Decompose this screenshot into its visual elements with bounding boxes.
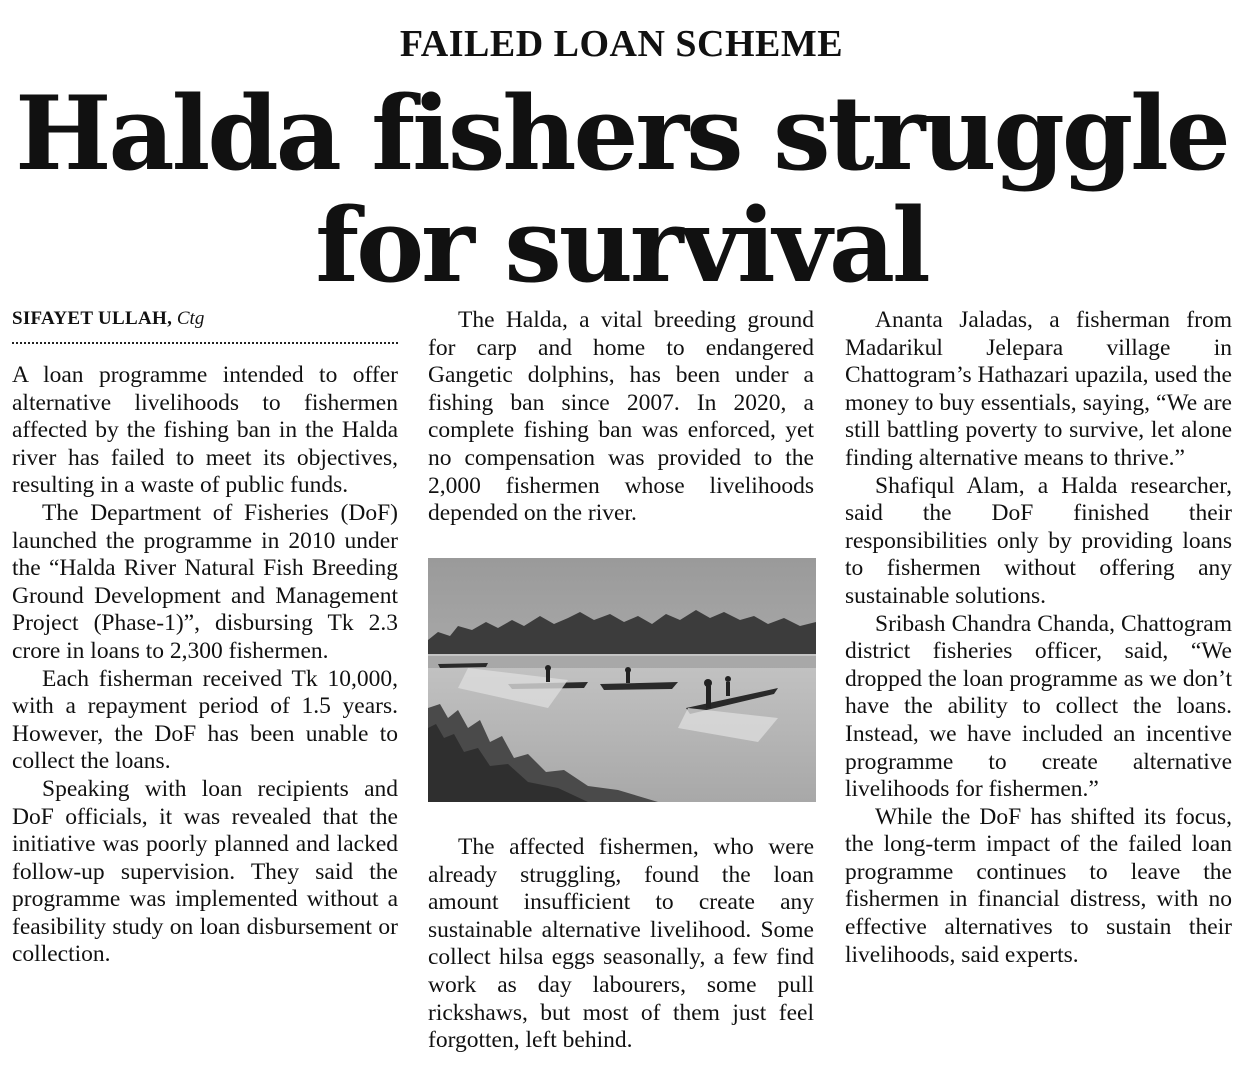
article-column-3 (845, 307, 1232, 969)
headline-line-1: Halda fishers struggle (15, 74, 1228, 194)
paragraph: Sribash Chandra Chanda, Chattogram district fisheries officer, said, “We dropped the loan programme as we don’t have the ability to collect the loans. Instead, we have included an incentive programme to create alternative livelihoods for fishermen.” (845, 610, 1232, 803)
article-column-1 (12, 362, 398, 969)
paragraph: A loan programme intended to offer alternative livelihoods to fishermen affected by the fishing ban in the Halda river has failed to meet its objectives, resulting in a waste of public funds. (12, 362, 398, 499)
paragraph: Speaking with loan recipients and DoF officials, it was revealed that the initiative was poorly planned and lacked follow-up supervision. They said the programme was implemented without a feasibility study on loan disbursement or collection. (12, 775, 398, 968)
headline (0, 74, 1243, 306)
paragraph: While the DoF has shifted its focus, the long-term impact of the failed loan programme continues to leave the fishermen in financial distress, with no effective alternatives to sustain their livelihoods, said experts. (845, 803, 1232, 968)
paragraph: Shafiqul Alam, a Halda researcher, said the DoF finished their responsibilities only by providing loans to fishermen without offering any sustainable solutions. (845, 472, 1232, 609)
byline-author: SIFAYET ULLAH, (12, 308, 173, 329)
paragraph: The Department of Fisheries (DoF) launched the programme in 2010 under the “Halda River Natural Fish Breeding Ground Development and Management Project (Phase-1)”, disbursing Tk 2.3 crore in loans to 2,300 fishermen. (12, 499, 398, 664)
paragraph: Ananta Jaladas, a fisherman from Madarikul Jelepara village in Chattogram’s Hathazari upazila, used the money to buy essentials, saying, “We are still battling poverty to survive, let alone finding alternative means to thrive.” (845, 307, 1232, 471)
river-fishing-photo (428, 558, 816, 802)
paragraph: The Halda, a vital breeding ground for carp and home to endangered Gangetic dolphins, has been under a fishing ban since 2007. In 2020, a complete fishing ban was enforced, yet no compensation was provided to the 2,000 fishermen whose livelihoods depended on the river. (428, 307, 814, 527)
byline-divider (12, 342, 398, 344)
article-column-2-top (428, 307, 814, 528)
byline-location: Ctg (176, 308, 205, 329)
headline-line-2: for survival (315, 186, 928, 306)
byline (12, 308, 204, 330)
paragraph: The affected fishermen, who were already struggling, found the loan amount insufficient to create any sustainable alternative livelihood. Some collect hilsa eggs seasonally, a few find work as day labourers, some pull rickshaws, but most of them just feel forgotten, left behind. (428, 834, 814, 1054)
paragraph: Each fisherman received Tk 10,000, with a repayment period of 1.5 years. However, the DoF has been unable to collect the loans. (12, 665, 398, 775)
article-column-2-bottom (428, 834, 814, 1055)
kicker: FAILED LOAN SCHEME (399, 23, 844, 65)
